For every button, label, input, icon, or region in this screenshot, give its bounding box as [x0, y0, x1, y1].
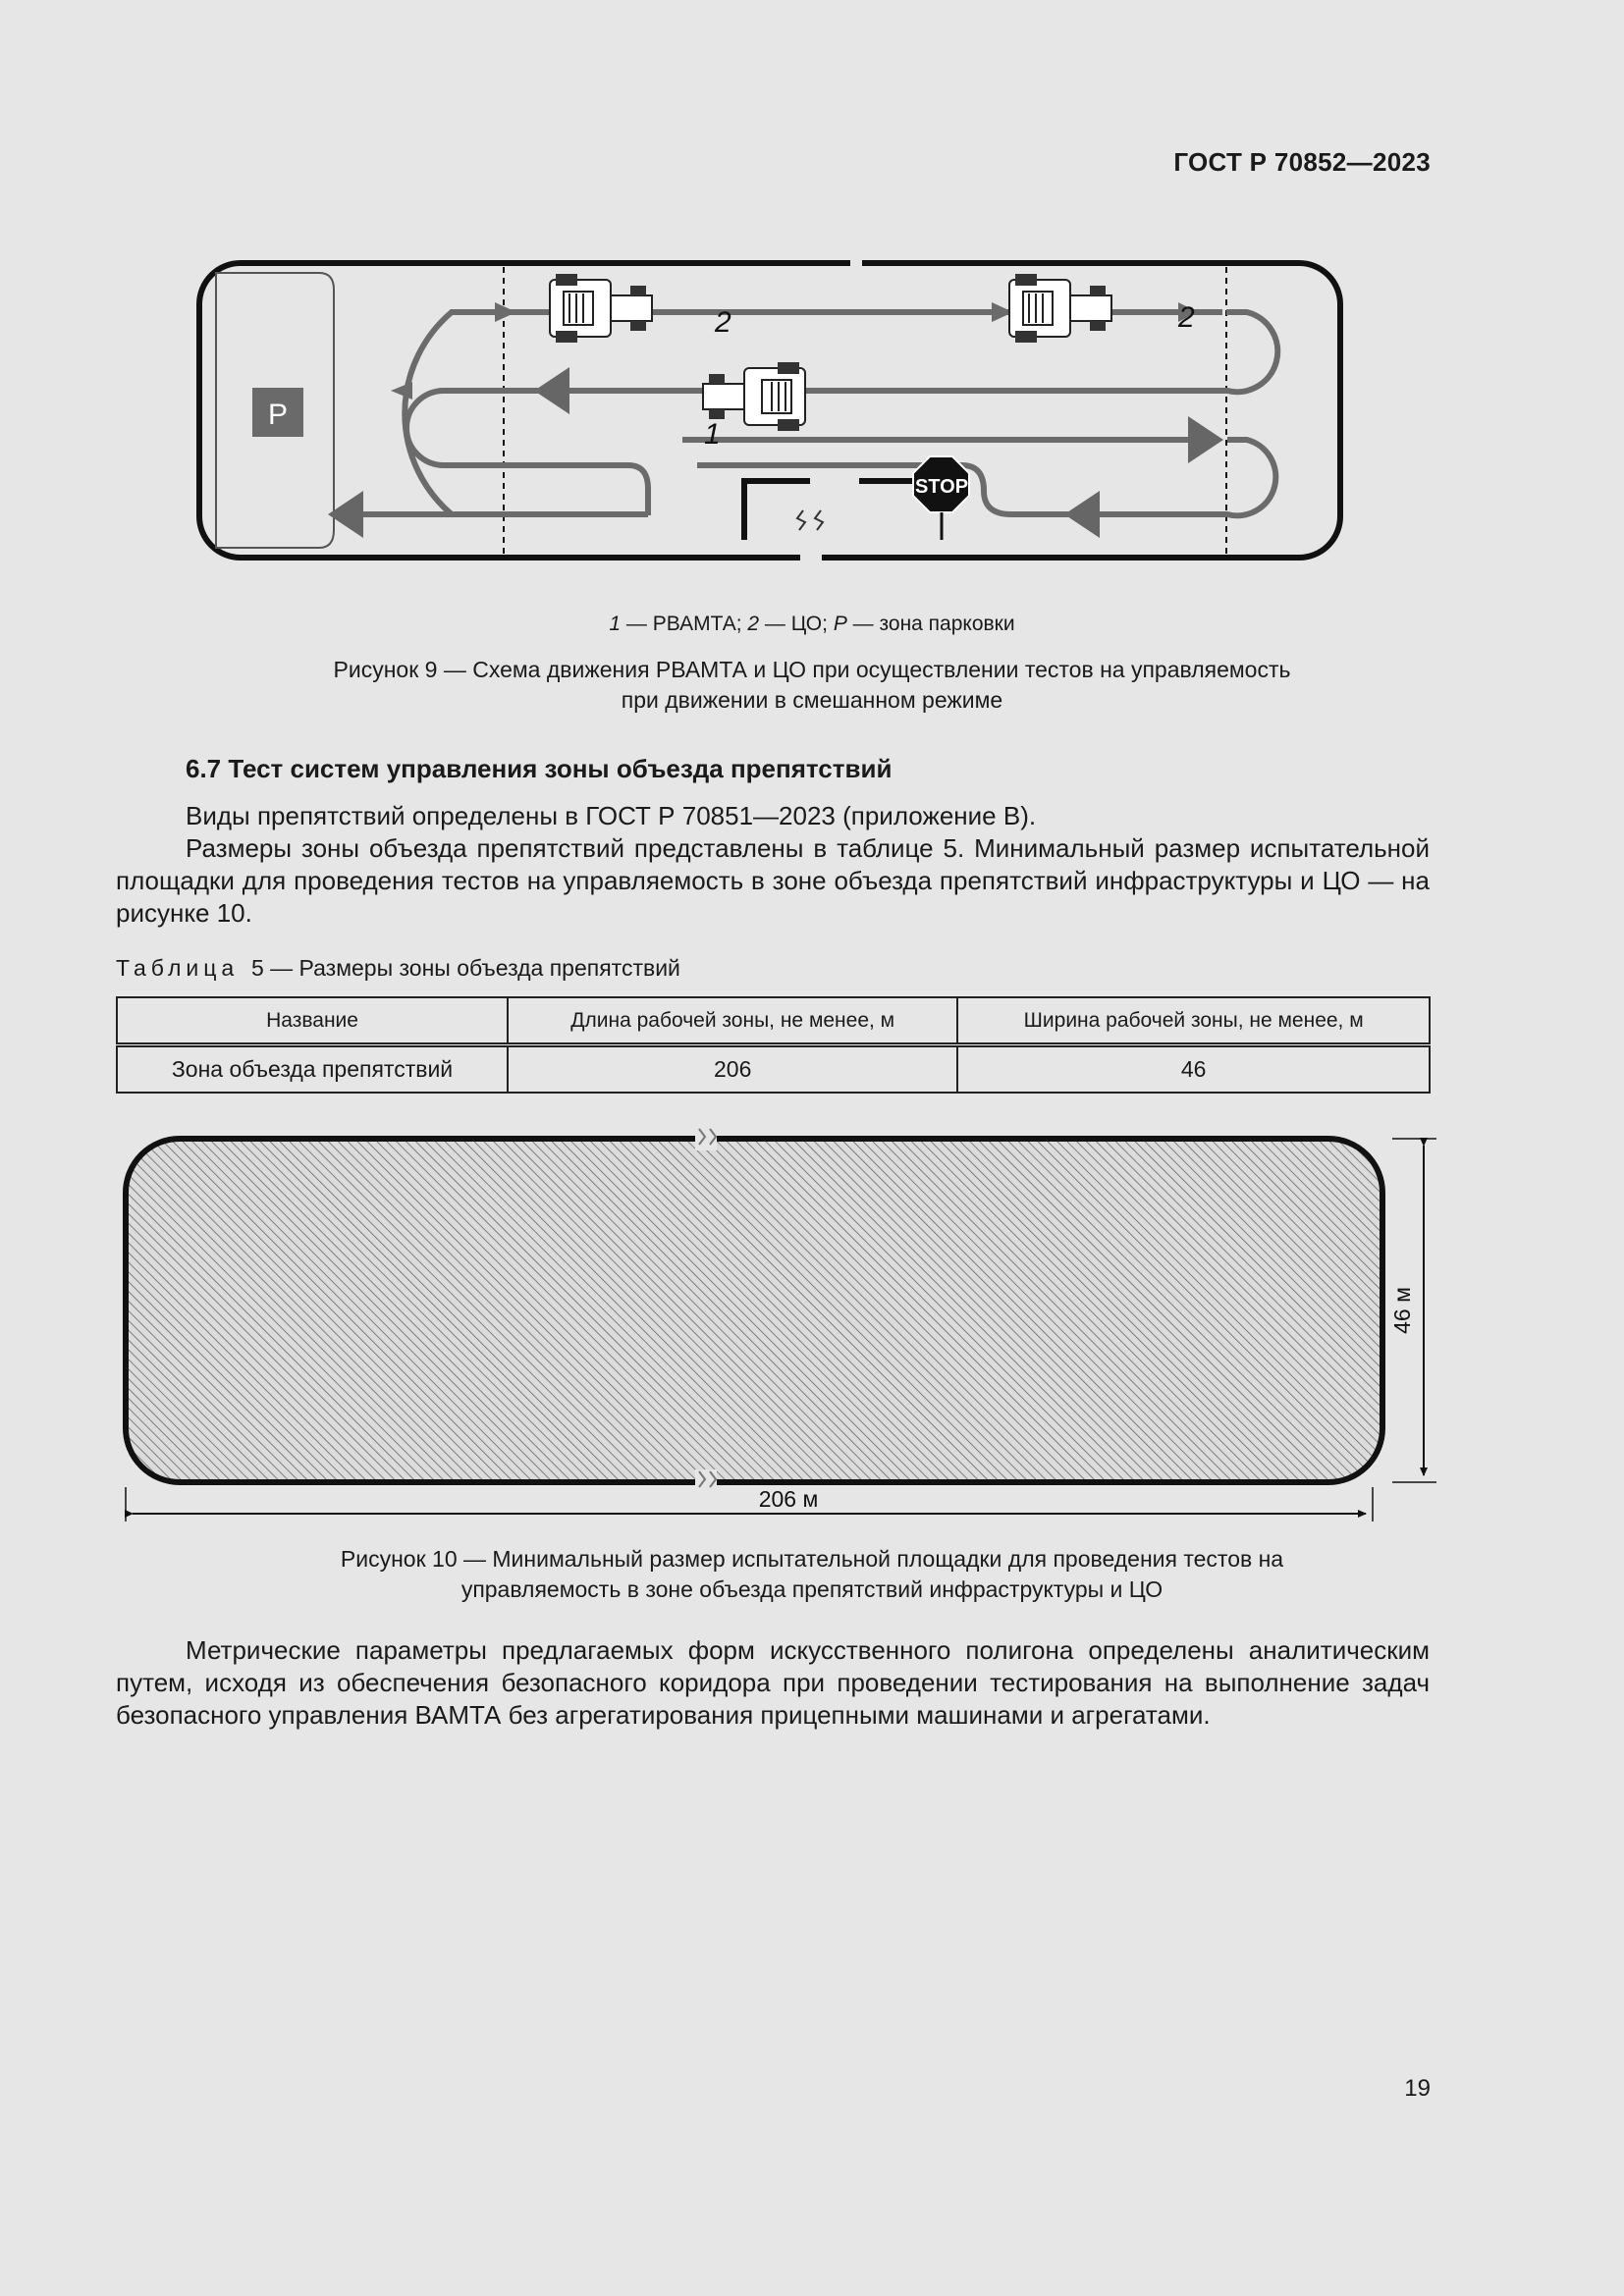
- figure-10-diagram: [116, 1124, 1441, 1526]
- figure-9-legend: 1 — РВАМТА; 2 — ЦО; Р — зона парковки: [609, 613, 1015, 635]
- figure-9-caption: Рисунок 9 — Схема движения РВАМТА и ЦО при осуществлении тестов на управляемость при движении в смешанном режиме: [333, 657, 1291, 713]
- table-header-cell: Длина рабочей зоны, не менее, м: [508, 997, 957, 1045]
- label-vehicle-2-right: 2: [1178, 301, 1195, 334]
- test-area: [126, 1139, 1382, 1482]
- stop-sign-label: STOP: [914, 476, 969, 498]
- page-number: 19: [1404, 2075, 1431, 2102]
- table-cell: 206: [508, 1045, 957, 1094]
- table-5-title: Таблица 5 — Размеры зоны объезда препятствий: [116, 955, 680, 981]
- figure-9-diagram: [187, 245, 1365, 579]
- figure-10-caption: Рисунок 10 — Минимальный размер испытательной площадки для проведения тестов на управляемость в зоне объезда препятствий инфраструктуры и ЦО: [340, 1546, 1284, 1602]
- paragraph: Виды препятствий определены в ГОСТ Р 70851—2023 (приложение В).: [186, 801, 1037, 830]
- paragraph: Метрические параметры предлагаемых форм искусственного полигона определены аналитическим путем, исходя из обеспечения безопасного коридора при проведении тестирования на выполнение задач безопасного управления ВАМТА без агрегатирования прицепными машинами и агрегатами.: [116, 1635, 1430, 1730]
- label-vehicle-1: 1: [704, 418, 721, 451]
- label-vehicle-2-left: 2: [715, 306, 731, 339]
- table-cell: 46: [957, 1045, 1430, 1094]
- parking-label: P: [267, 399, 289, 431]
- document-header: ГОСТ Р 70852—2023: [1173, 147, 1431, 177]
- section-body: [116, 800, 1430, 930]
- table-cell: Зона объезда препятствий: [117, 1045, 508, 1094]
- table-header-cell: Ширина рабочей зоны, не менее, м: [957, 997, 1430, 1045]
- closing-body: [116, 1634, 1430, 1732]
- width-dimension-label: 206 м: [758, 1486, 819, 1512]
- table-header-cell: Название: [117, 997, 508, 1045]
- table-5: [116, 996, 1431, 1094]
- section-title: 6.7 Тест систем управления зоны объезда препятствий: [186, 754, 893, 783]
- paragraph: Размеры зоны объезда препятствий представлены в таблице 5. Минимальный размер испытательной площадки для проведения тестов на управляемость в зоне объезда препятствий инфраструктуры и ЦО — на рисунке 10.: [116, 833, 1430, 928]
- table-row: [117, 1045, 1430, 1094]
- height-dimension-label: 46 м: [1389, 1287, 1415, 1334]
